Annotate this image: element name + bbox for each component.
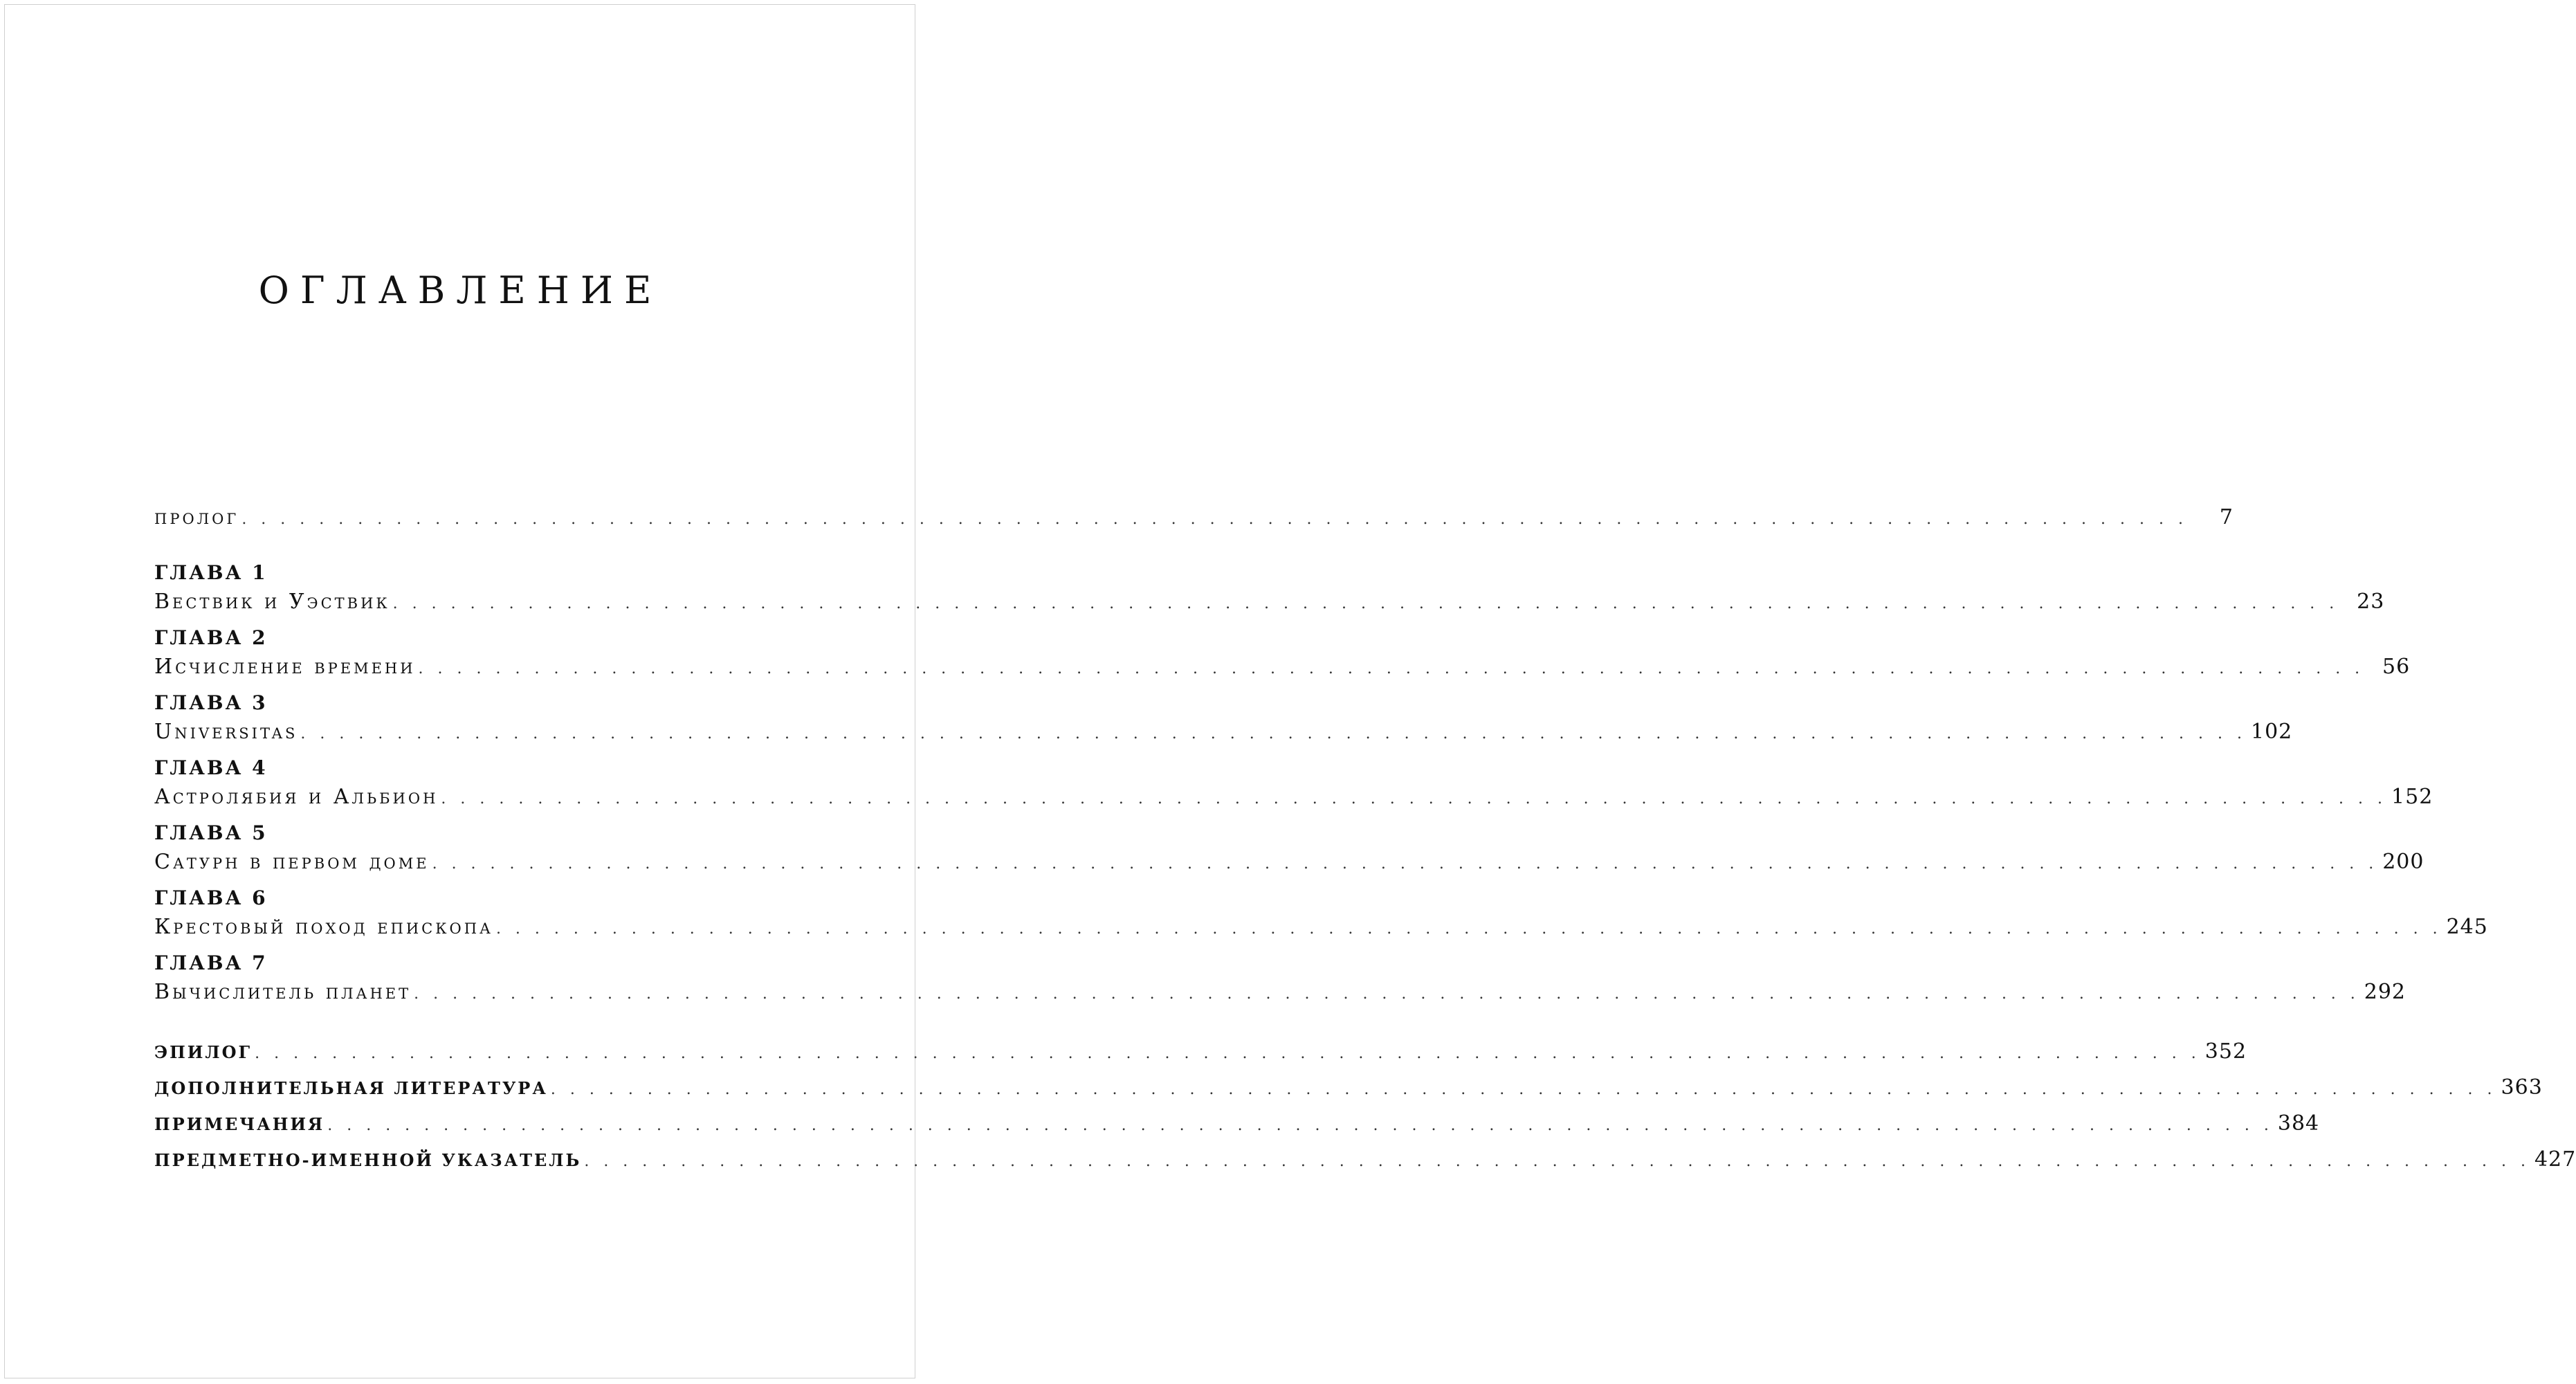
toc-entry-chapter[interactable] (154, 783, 2433, 811)
toc-entry-label: Сатурн в первом доме (154, 850, 430, 874)
toc-entry-chapter[interactable] (154, 588, 2385, 616)
chapter-heading: ГЛАВА 7 (154, 951, 268, 974)
dot-leader: . . . . . . . . . . . . . . . . . . . . . . . . . . . . . . . . . . . . . . . . . . . . . . . . . . . . . . . . . . . . . . . . . . . . . . . . . . . . . . . . . . . . . . . . . . . . . . . . . . . . . (300, 725, 2247, 743)
chapter-heading: ГЛАВА 2 (154, 626, 268, 649)
toc-entry-chapter[interactable] (154, 978, 2406, 1006)
toc-entry-page: 56 (2382, 655, 2411, 679)
toc-entry-page: 102 (2251, 720, 2293, 744)
page-title: ОГЛАВЛЕНИЕ (258, 268, 663, 312)
dot-leader: . . . . . . . . . . . . . . . . . . . . . . . . . . . . . . . . . . . . . . . . . . . . . . . . . . . . . . . . . . . . . . . . . . . . . . . . . . . . . . . . . . . . . . . . . . . . . . . . . . . . . (414, 985, 2360, 1003)
toc-entry-page: 384 (2277, 1111, 2320, 1136)
toc-entry-index[interactable] (154, 1146, 2576, 1174)
toc-entry-further-reading[interactable] (154, 1074, 2543, 1102)
toc-entry-label: ПРЕДМЕТНО-ИМЕННОЙ УКАЗАТЕЛЬ (154, 1150, 582, 1170)
toc-entry-chapter[interactable] (154, 653, 2411, 681)
toc-entry-page: 7 (2219, 505, 2234, 529)
chapter-heading: ГЛАВА 4 (154, 756, 268, 779)
toc-entry-chapter[interactable] (154, 913, 2488, 941)
toc-entry-label: Вествик и Уэствик (154, 590, 390, 614)
toc-entry-label: Universitas (154, 720, 298, 744)
toc-entry-chapter[interactable] (154, 848, 2424, 876)
toc-entry-page: 427 (2534, 1147, 2576, 1172)
toc-entry-page: 352 (2204, 1039, 2247, 1064)
toc-entry-label: Крестовый поход епископа (154, 915, 493, 939)
toc-entry-page: 23 (2357, 590, 2385, 614)
toc-entry-label: ДОПОЛНИТЕЛЬНАЯ ЛИТЕРАТУРА (154, 1078, 548, 1098)
toc-entry-page: 292 (2364, 980, 2406, 1004)
dot-leader: . . . . . . . . . . . . . . . . . . . . . . . . . . . . . . . . . . . . . . . . . . . . . . . . . . . . . . . . . . . . . . . . . . . . . . . . . . . . . . . . . . . . . . . . . . . . . . . . . . . . . (550, 1081, 2497, 1098)
dot-leader: . . . . . . . . . . . . . . . . . . . . . . . . . . . . . . . . . . . . . . . . . . . . . . . . . . . . . . . . . . . . . . . . . . . . . . . . . . . . . . . . . . . . . . . . . . . . . . . . . . . . . (418, 660, 2365, 677)
toc-entry-page: 152 (2391, 785, 2433, 809)
toc-entry-page: 200 (2382, 850, 2424, 874)
toc-entry-epilogue[interactable] (154, 1038, 2247, 1066)
toc-entry-label: ПРИМЕЧАНИЯ (154, 1114, 325, 1134)
dot-leader: . . . . . . . . . . . . . . . . . . . . . . . . . . . . . . . . . . . . . . . . . . . . . . . . . . . . . . . . . . . . . . . . . . . . . . . . . . . . . . . . . . . . . . . . . . . . . . . . . . . . . (327, 1117, 2274, 1134)
toc-entry-page: 363 (2501, 1075, 2543, 1100)
chapter-heading: ГЛАВА 3 (154, 691, 268, 714)
dot-leader: . . . . . . . . . . . . . . . . . . . . . . . . . . . . . . . . . . . . . . . . . . . . . . . . . . . . . . . . . . . . . . . . . . . . . . . . . . . . . . . . . . . . . . . . . . . . . . . . . . . . . (392, 595, 2339, 612)
dot-leader: . . . . . . . . . . . . . . . . . . . . . . . . . . . . . . . . . . . . . . . . . . . . . . . . . . . . . . . . . . . . . . . . . . . . . . . . . . . . . . . . . . . . . . . . . . . . . . . . . . . . . (441, 790, 2388, 808)
toc-entry-notes[interactable] (154, 1110, 2320, 1138)
toc-entry-label: Вычислитель планет (154, 980, 412, 1004)
dot-leader: . . . . . . . . . . . . . . . . . . . . . . . . . . . . . . . . . . . . . . . . . . . . . . . . . . . . . . . . . . . . . . . . . . . . . . . . . . . . . . . . . . . . . . . . . . . . . . . . . . . . . (432, 855, 2379, 873)
toc-entry-label: Исчисление времени (154, 655, 416, 679)
chapter-heading: ГЛАВА 6 (154, 886, 268, 909)
toc-entry-label: пролог (154, 505, 239, 529)
dot-leader: . . . . . . . . . . . . . . . . . . . . . . . . . . . . . . . . . . . . . . . . . . . . . . . . . . . . . . . . . . . . . . . . . . . . . . . . . . . . . . . . . . . . . . . . . . . . . . . . . . . . . (241, 511, 2188, 528)
toc-entry-page: 245 (2446, 915, 2488, 939)
dot-leader: . . . . . . . . . . . . . . . . . . . . . . . . . . . . . . . . . . . . . . . . . . . . . . . . . . . . . . . . . . . . . . . . . . . . . . . . . . . . . . . . . . . . . . . . . . . . . . . . . . . . . (255, 1045, 2201, 1062)
chapter-heading: ГЛАВА 1 (154, 561, 268, 584)
dot-leader: . . . . . . . . . . . . . . . . . . . . . . . . . . . . . . . . . . . . . . . . . . . . . . . . . . . . . . . . . . . . . . . . . . . . . . . . . . . . . . . . . . . . . . . . . . . . . . . . . . . . . (495, 920, 2442, 938)
toc-entry-prologue[interactable] (154, 504, 2234, 531)
chapter-heading: ГЛАВА 5 (154, 821, 268, 844)
toc-entry-label: ЭПИЛОГ (154, 1042, 253, 1062)
toc-entry-label: Астролябия и Альбион (154, 785, 439, 809)
toc-entry-chapter[interactable] (154, 718, 2293, 746)
dot-leader: . . . . . . . . . . . . . . . . . . . . . . . . . . . . . . . . . . . . . . . . . . . . . . . . . . . . . . . . . . . . . . . . . . . . . . . . . . . . . . . . . . . . . . . . . . . . . . . . . . . . . (584, 1153, 2530, 1170)
